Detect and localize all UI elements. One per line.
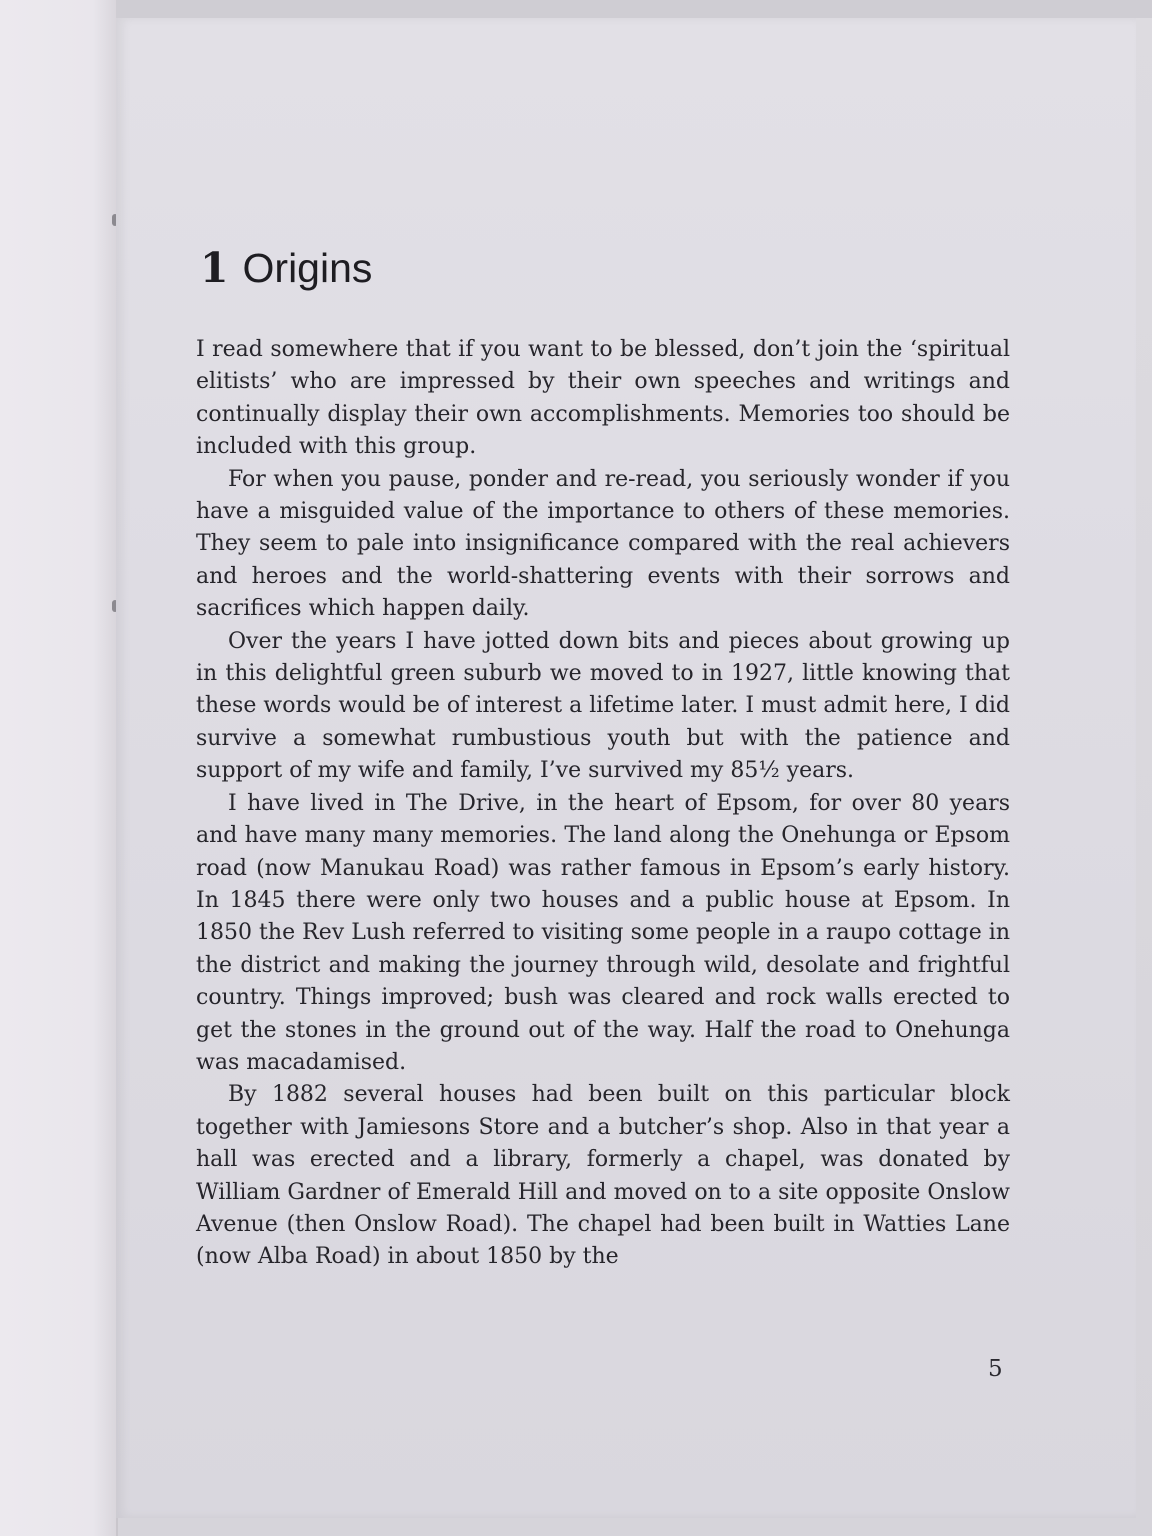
chapter-body [196, 334, 1010, 1274]
chapter-heading [200, 244, 372, 292]
paragraph: Over the years I have jotted down bits and pieces about growing up in this delightful green suburb we moved to in 1927, little knowing that these words would be of interest a lifetime later. I must admit here, I did survive a somewhat rumbustious youth but with the patience and support of my wife and family, I’ve survived my 85½ years. [196, 628, 1010, 784]
paragraph: I have lived in The Drive, in the heart of Epsom, for over 80 years and have many many memories. The land along the Onehunga or Epsom road (now Manukau Road) was rather famous in Epsom’s early history. In 1845 there were only two houses and a public house at Epsom. In 1850 the Rev Lush referred to visiting some people in a raupo cottage in the district and making the journey through wild, desolate and frightful country. Things improved; bush was cleared and rock walls erected to get the stones in the ground out of the way. Half the road to Onehunga was macadamised. [196, 790, 1010, 1075]
page-number: 5 [988, 1356, 1003, 1382]
chapter-title: Origins [242, 245, 373, 291]
page-top-edge [116, 0, 1152, 18]
chapter-number: 1 [200, 244, 229, 292]
paragraph: I read somewhere that if you want to be blessed, don’t join the ‘spiritual elitists’ who are impressed by their own speeches and writings and continually display their own accomplishments. Memories too should be included with this group. [196, 337, 1010, 460]
paragraph: By 1882 several houses had been built on this particular block together with Jamiesons Store and a butcher’s shop. Also in that year a hall was erected and a library, formerly a chapel, was donated by William Gardner of Emerald Hill and moved on to a site opposite Onslow Avenue (then Onslow Road). The chapel had been built in Watties Lane (now Alba Road) in about 1850 by the [196, 1082, 1010, 1270]
facing-page [0, 0, 118, 1536]
paragraph: For when you pause, ponder and re-read, you seriously wonder if you have a misguided value of the importance to others of these memories. They seem to pale into insignificance compared with the real achievers and heroes and the world-shattering events with their sorrows and sacrifices which happen daily. [196, 466, 1010, 622]
